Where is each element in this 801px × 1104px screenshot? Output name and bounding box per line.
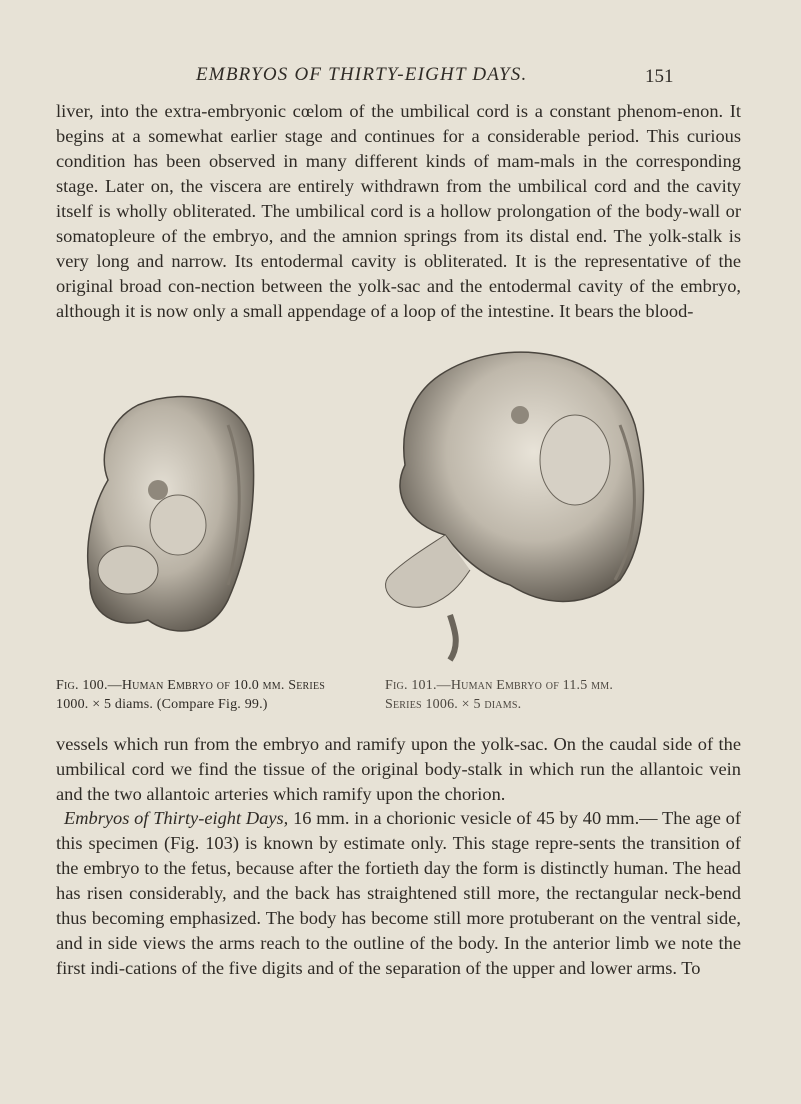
figure-100-embryo-image bbox=[78, 385, 263, 670]
figure-101-caption bbox=[385, 676, 655, 714]
figure-100-caption-rest: 1000. × 5 diams. (Compare Fig. 99.) bbox=[56, 697, 268, 712]
figure-101-caption-rest: Series 1006. × 5 diams. bbox=[385, 697, 522, 712]
page-header bbox=[0, 60, 801, 90]
body-paragraph-1: liver, into the extra-embryonic cœlom of the umbilical cord is a constant phenom-enon. It begins at a somewhat earlier stage and continues for a considerable period. This curious condition has been observed in many different kinds of mam-mals in the corresponding stage. Later on, the viscera are entirely withdrawn from the umbilical cord and the cavity itself is wholly obliterated. The umbilical cord is a hollow prolongation of the body-wall or somatopleure of the embryo, and the amnion springs from its distal end. The yolk-stalk is very long and narrow. Its entodermal cavity is obliterated. It is the representative of the original broad con-nection between the yolk-sac and the entodermal cavity of the embryo, although it is now only a small appendage of a loop of the intestine. It bears the blood- bbox=[56, 101, 741, 321]
body-paragraph-3 bbox=[56, 806, 741, 981]
figure-100-caption-label: Fig. 100.—Human Embryo of 10.0 mm. Series bbox=[56, 678, 326, 693]
figure-100-caption bbox=[56, 676, 326, 714]
section-heading: Embryos of Thirty-eight Days, bbox=[64, 808, 289, 828]
page-number: 151 bbox=[645, 66, 674, 87]
figure-101-embryo-image bbox=[350, 335, 650, 665]
running-head: EMBRYOS OF THIRTY-EIGHT DAYS. bbox=[196, 64, 528, 85]
body-paragraph-2: vessels which run from the embryo and ramify upon the yolk-sac. On the caudal side of the umbilical cord we find the tissue of the original body-stalk in which run the allantoic vein and the two allantoic arteries which ramify upon the chorion. bbox=[56, 734, 741, 804]
body-paragraph-3-text: 16 mm. in a chorionic vesicle of 45 by 40 mm.— The age of this specimen (Fig. 103) is known by estimate only. This stage repre-sents the transition of the embryo to the fetus, because after the fortieth day the form is distinctly human. The head has risen considerably, and the back has straightened still more, the rectangular neck-bend thus becoming emphasized. The body has become still more protuberant on the ventral side, and in side views the arms reach to the outline of the body. In the anterior limb we note the first indi-cations of the five digits and of the separation of the upper and lower arms. To bbox=[56, 808, 742, 978]
figure-101-caption-label: Fig. 101.—Human Embryo of 11.5 mm. bbox=[385, 678, 614, 693]
